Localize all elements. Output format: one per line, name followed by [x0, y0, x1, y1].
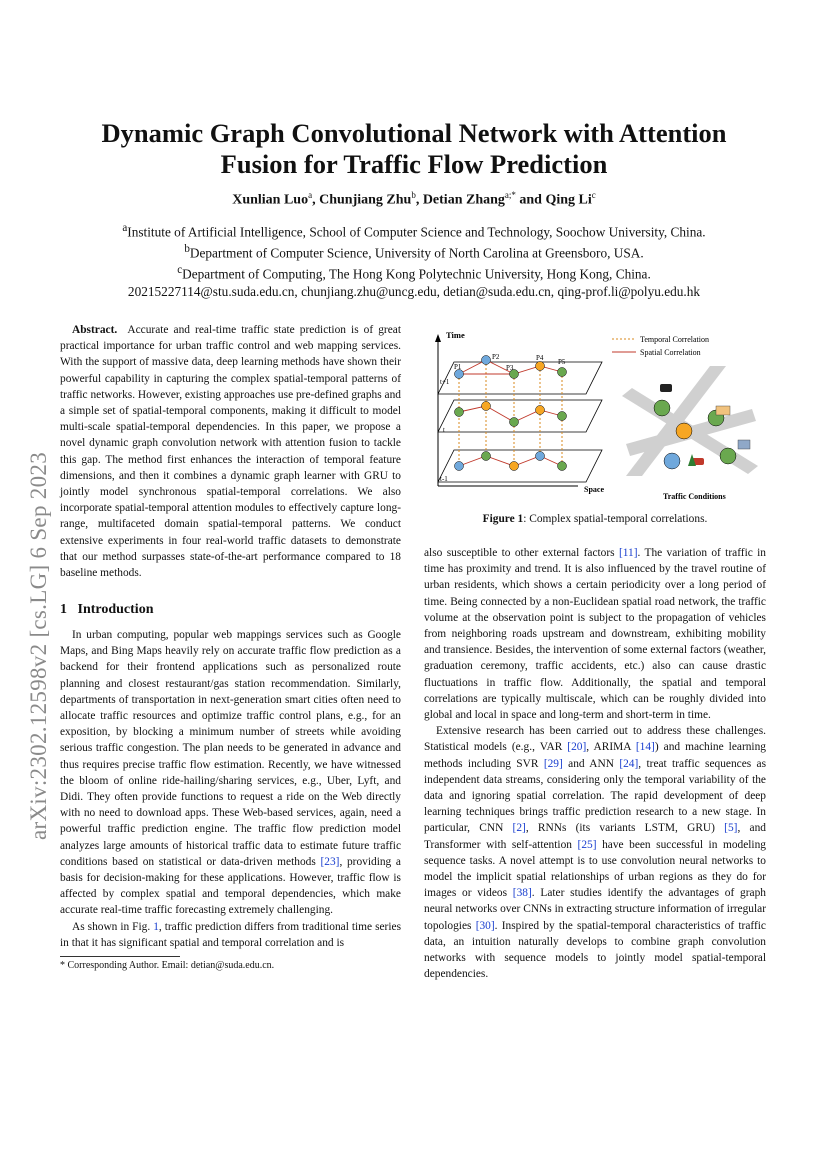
section-1-heading: 1 Introduction: [60, 602, 154, 617]
title-line-2: Fusion for Traffic Flow Prediction: [220, 149, 608, 179]
intro-paragraph-2: As shown in Fig. 1, traffic prediction differs from traditional time series in that it has significant spatial and temporal correlation and is: [60, 920, 402, 949]
author-name: Xunlian Luo: [232, 192, 309, 208]
abstract-label: Abstract.: [72, 324, 118, 336]
emails: 20215227114@stu.suda.edu.cn, chunjiang.zhu@uncg.edu, detian@suda.edu.cn, qing-prof.li@polyu.edu.hk: [127, 283, 701, 299]
traffic-conditions-label: Traffic Conditions: [663, 492, 726, 501]
citation-link[interactable]: [29]: [543, 757, 563, 770]
figure-link[interactable]: 1: [153, 920, 159, 933]
node-label-p5: P5: [558, 358, 566, 366]
node-label-p2: P2: [492, 353, 500, 361]
node-label-p4: P4: [536, 354, 544, 362]
author-name: Chunjiang Zhu: [319, 192, 412, 208]
abstract-text: Accurate and real-time traffic state prediction is of great practical importance for urban traffic control and web mapping services. With the support of massive data, deep learning methods have shown their powerful capability in capturing the complex spatial-temporal patterns of traffic networks. However, existing approaches use pre-defined graphs and a simple set of spatial-temporal components, making it difficult to model multi-scale spatial-temporal dependencies. In this paper, we propose a novel dynamic graph convolution network with attention fusion to tackle this gap. The method first enhances the interaction of temporal feature dimensions, and then it combines a dynamic graph learner with GRU to jointly model synchronous spatial-temporal correlations. We also incorporate spatial-temporal attention modules to effectively capture long-range, multifaceted domain spatial-temporal patterns. We conduct extensive experiments in four real-world traffic datasets to demonstrate that our method surpasses state-of-the-art performance compared to 18 baseline methods.: [60, 324, 401, 580]
road-network: [622, 366, 758, 476]
footnote: * Corresponding Author. Email: detian@suda.edu.cn.: [60, 960, 275, 971]
time-axis-arrow: [435, 334, 441, 342]
citation-link[interactable]: [2]: [512, 822, 526, 835]
citation-link[interactable]: [23]: [320, 855, 340, 868]
citation-link[interactable]: [38]: [512, 887, 532, 900]
author-name: Qing Li: [545, 192, 592, 208]
citation-link[interactable]: [20]: [567, 741, 587, 754]
layer-label: t: [443, 426, 445, 434]
citation-link[interactable]: [30]: [475, 919, 495, 932]
time-axis-label: Time: [446, 330, 465, 340]
abstract: [60, 322, 401, 581]
legend-temporal: Temporal Correlation: [640, 335, 709, 344]
citation-link[interactable]: [14]: [635, 741, 655, 754]
plane-t: [438, 400, 602, 432]
figure-1-caption: Figure 1: Complex spatial-temporal correlations.: [482, 513, 708, 525]
title-line-1: Dynamic Graph Convolutional Network with Attention: [101, 118, 727, 148]
legend-spatial: Spatial Correlation: [640, 348, 701, 357]
space-axis-label: Space: [584, 485, 604, 494]
author-name: Detian Zhang: [422, 192, 505, 208]
arxiv-id: arXiv:2302.12598v2 [cs.LG] 6 Sep 2023: [26, 452, 51, 840]
intro-paragraph-1: In urban computing, popular web mappings services such as Google Maps, and Bing Maps heavily rely on accurate traffic flow prediction as a backend for their frontend applications such as personalized route planning and closest restaurant/gas station recommendation. Similarly, departments of transportation in next-generation smart cities often need to allocate traffic resources and optimize traffic control plans, e.g., for an exposition, by blocking a minimum number of streets while avoiding serious traffic congestion. The plan needs to be generated in advance and thus requires precise traffic flow estimation. Recently, we have witnessed the bloom of online ride-hailing/sharing services, e.g., Uber, Lyft, and Didi. They often provide functions to request a ride on the Web directly with no need to download apps. These Web-based services, again, need a powerful traffic prediction engine. The traffic flow prediction model analyzes large amounts of historical traffic data to estimate future traffic conditions based on statistical or data-driven methods [23], providing a basis for decision-making for these applications. However, traffic flow is affected by complex spatial and temporal dependencies, which make accurate real-time traffic forecasting extremely challenging.: [60, 629, 401, 917]
affiliation-a: $^a$Institute of Artificial Intelligence, School of Computer Science and Technology, Soochow University, China.: [122, 222, 706, 240]
author-affiliation-mark: b: [411, 190, 416, 200]
affiliation-c: $^c$Department of Computing, The Hong Kong Polytechnic University, Hong Kong, China.: [177, 263, 651, 282]
affiliation-b: $^b$Department of Computer Science, University of North Carolina at Greensboro, USA.: [184, 242, 644, 261]
arxiv-stamp: [20, 370, 60, 840]
footnote-rule: [60, 956, 180, 957]
paper-title: [40, 118, 788, 180]
right-paragraph-1: also susceptible to other external factors [11]. The variation of traffic in time has proximity and trend. It is also influenced by the travel routine of urban residents, which shows a certain periodicity over a long period of time. Being connected by a non-Euclidean spatial road network, the traffic volume at the observation point is subject to the propagation of vehicles from neighboring roads upstream and downstream, exhibiting mobility and transience. Besides, the intervention of some external factors (weather, graduation ceremony, traffic accidents, etc.) also can cause drastic fluctuations in traffic flow. Additionally, the spatial and temporal correlations are typically multiscale, which can be roughly divided into global and local in space and long-term and short-term in time.: [424, 547, 766, 722]
intro-body: [60, 627, 401, 951]
author-affiliation-mark: a;*: [504, 190, 516, 200]
author-affiliation-mark: a: [308, 190, 313, 200]
citation-link[interactable]: [25]: [577, 838, 597, 851]
right-paragraph-2: Extensive research has been carried out to address these challenges. Statistical models (e.g., VAR [20], ARIMA [14]) and machine learning methods including SVR [29] and ANN [24], treat traffic sequences as independent data streams, considering only the temporal variability of the data and ignoring spatial correlation. The rapid development of deep learning techniques brings traffic prediction research to a new stage. In particular, CNN [2], RNNs (its variants LSTM, GRU) [5], and Transformer with self-attention [25] have been successful in modeling sequence tasks. A novel attempt is to use convolution neural networks to model the implicit spatial relationships of urban regions as they do for images or videos [38]. Later studies identify the advantages of graph neural networks over CNNs in extracting structure information of irregular topologies [30]. Inspired by the spatial-temporal characteristics of traffic data, an intuition naturally develops to combine graph convolution networks with sequence models to jointly model spatial-temporal dependencies.: [424, 725, 767, 981]
citation-link[interactable]: [5]: [724, 822, 738, 835]
node-label-p1: P1: [454, 363, 462, 371]
figure-1-diagram: [426, 326, 768, 508]
citation-link[interactable]: [24]: [619, 757, 639, 770]
citation-link[interactable]: [11]: [618, 547, 638, 559]
layer-label: t-1: [440, 475, 448, 483]
layer-label: t+1: [440, 378, 450, 386]
author-affiliation-mark: c: [591, 190, 596, 200]
author-list: Xunlian Luo$^a$, Chunjiang Zhu$^b$, Detian Zhang$^{a;*}$ and Qing Li$^c$: [232, 190, 596, 208]
plane-t-plus-1: [438, 362, 602, 394]
node-label-p3: P3: [506, 364, 514, 372]
right-column-body: [424, 545, 766, 982]
affiliations: [40, 220, 788, 300]
